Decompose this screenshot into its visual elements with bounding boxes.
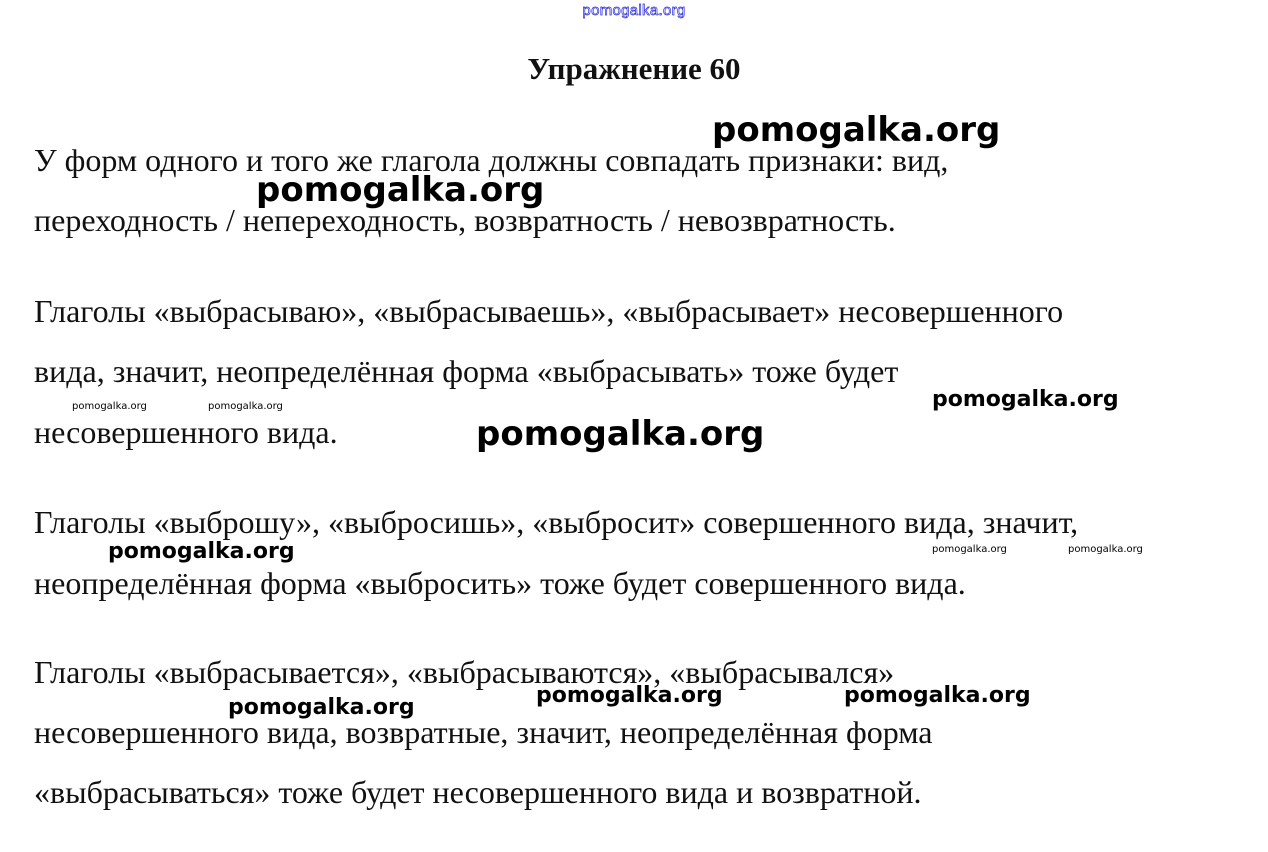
text-line: вида, значит, неопределённая форма «выбрасывать» тоже будет [34,353,899,389]
text-line: несовершенного вида, возвратные, значит, неопределённая форма [34,714,933,750]
text-line: «выбрасываться» тоже будет несовершенного вида и возвратной. [34,774,922,810]
watermark: pomogalka.org [536,683,723,708]
watermark: pomogalka.org [932,387,1119,412]
watermark: pomogalka.org [228,695,415,720]
text-line: неопределённая форма «выбросить» тоже будет совершенного вида. [34,565,966,601]
text-line: Глаголы «выброшу», «выбросишь», «выбросит» совершенного вида, значит, [34,504,1079,540]
exercise-title: Упражнение 60 [527,51,741,86]
site-link[interactable]: pomogalka.org [582,2,686,19]
watermark: pomogalka.org [932,544,1007,555]
text-line: У форм одного и того же глагола должны совпадать признаки: вид, [34,142,949,178]
watermark: pomogalka.org [476,414,765,454]
text-line: несовершенного вида. [34,414,338,450]
watermark: pomogalka.org [1068,544,1143,555]
watermark: pomogalka.org [108,539,295,564]
watermark: pomogalka.org [72,401,147,412]
watermark: pomogalka.org [712,110,1001,150]
watermark: pomogalka.org [844,683,1031,708]
watermark: pomogalka.org [256,170,545,210]
watermark: pomogalka.org [208,401,283,412]
text-line: Глаголы «выбрасываю», «выбрасываешь», «выбрасывает» несовершенного [34,293,1064,329]
text-line: Глаголы «выбрасывается», «выбрасываются», «выбрасывался» [34,654,895,690]
text-line: переходность / непереходность, возвратность / невозвратность. [34,202,896,238]
